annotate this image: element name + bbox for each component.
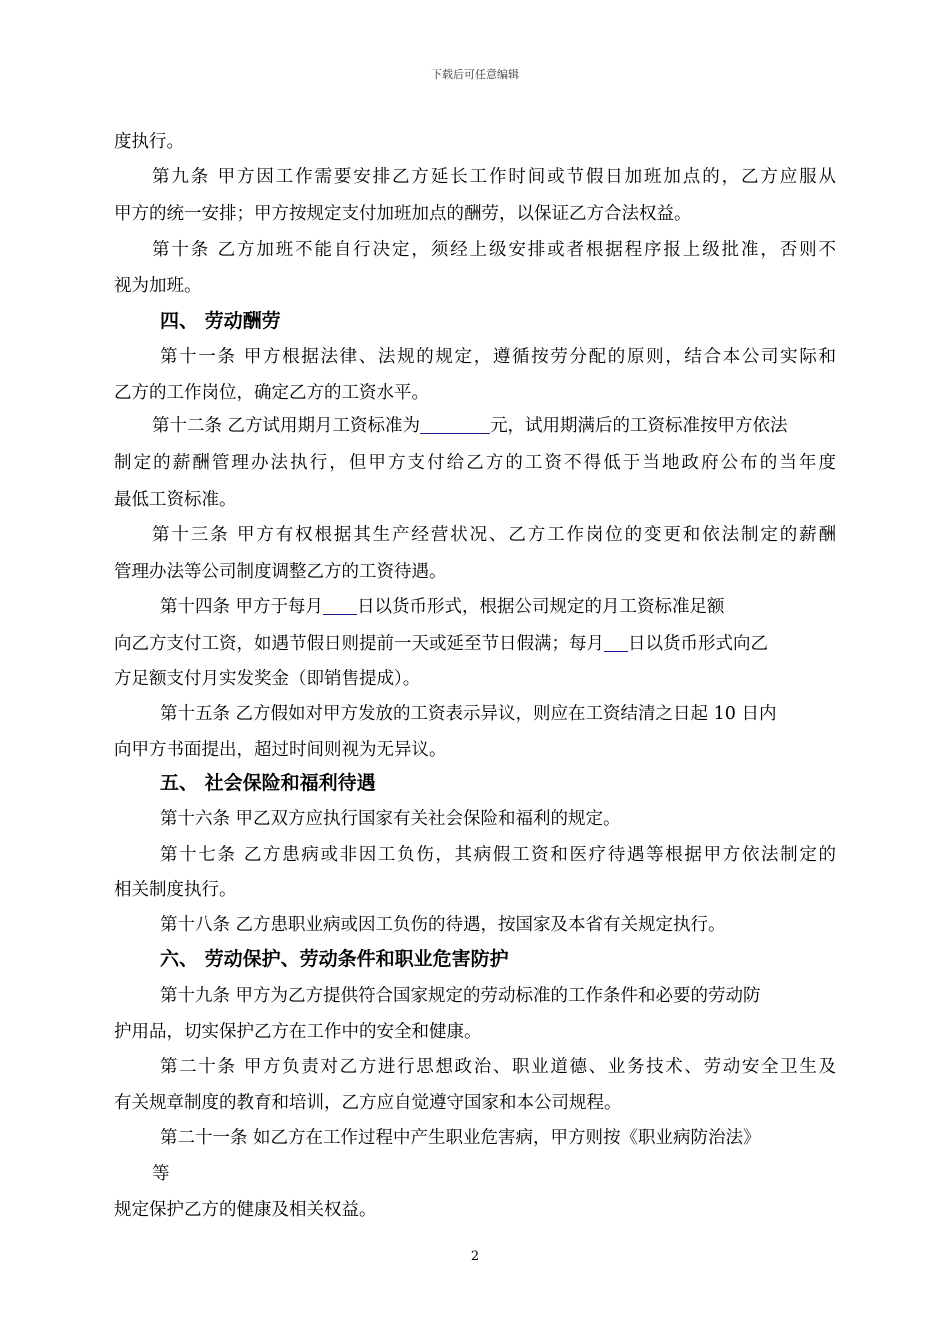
text-line: 向甲方书面提出，超过时间则视为无异议。 bbox=[114, 740, 447, 760]
text-line: 乙方的工作岗位，确定乙方的工资水平。 bbox=[114, 383, 429, 403]
line-part: 第十四条 甲方于每月 bbox=[160, 597, 324, 617]
line-part: 日以货币形式向乙 bbox=[628, 634, 768, 654]
text-line: 第十五条 乙方假如对甲方发放的工资表示异议，则应在工资结清之日起 10 日内 bbox=[160, 704, 777, 724]
text-line: 等 bbox=[152, 1164, 170, 1184]
text-line bbox=[152, 412, 788, 437]
text-line: 度执行。 bbox=[114, 132, 184, 152]
section-heading: 六、 劳动保护、劳动条件和职业危害防护 bbox=[160, 948, 509, 970]
page-number: 2 bbox=[470, 1249, 480, 1264]
text-line: 制定的薪酬管理办法执行，但甲方支付给乙方的工资不得低于当地政府公布的当年度 bbox=[114, 453, 836, 473]
text-line: 第十九条 甲方为乙方提供符合国家规定的劳动标准的工作条件和必要的劳动防 bbox=[160, 986, 761, 1006]
text-line: 第十一条 甲方根据法律、法规的规定，遵循按劳分配的原则，结合本公司实际和 bbox=[160, 347, 836, 367]
line-part: 日以货币形式，根据公司规定的月工资标准足额 bbox=[357, 597, 725, 617]
text-line: 第二十条 甲方负责对乙方进行思想政治、职业道德、业务技术、劳动安全卫生及 bbox=[160, 1057, 836, 1077]
text-line bbox=[160, 593, 725, 618]
section-heading: 五、 社会保险和福利待遇 bbox=[160, 772, 376, 794]
page-header: 下载后可任意编辑 bbox=[431, 68, 519, 81]
line-part: 第十二条 乙方试用期月工资标准为 bbox=[152, 416, 421, 436]
text-line: 第十六条 甲乙双方应执行国家有关社会保险和福利的规定。 bbox=[160, 809, 621, 829]
text-line: 有关规章制度的教育和培训，乙方应自觉遵守国家和本公司规程。 bbox=[114, 1093, 622, 1113]
fill-in-blank bbox=[604, 633, 628, 652]
text-line: 视为加班。 bbox=[114, 276, 202, 296]
line-part: 向乙方支付工资，如遇节假日则提前一天或延至节日假满；每月 bbox=[114, 634, 604, 654]
fill-in-blank bbox=[323, 596, 357, 615]
text-line: 管理办法等公司制度调整乙方的工资待遇。 bbox=[114, 562, 447, 582]
text-line: 第九条 甲方因工作需要安排乙方延长工作时间或节假日加班加点的，乙方应服从 bbox=[152, 167, 836, 187]
fill-in-blank bbox=[420, 415, 490, 434]
text-line: 第十八条 乙方患职业病或因工负伤的待遇，按国家及本省有关规定执行。 bbox=[160, 915, 726, 935]
text-line: 第十条 乙方加班不能自行决定，须经上级安排或者根据程序报上级批准，否则不 bbox=[152, 240, 836, 260]
text-line: 甲方的统一安排；甲方按规定支付加班加点的酬劳，以保证乙方合法权益。 bbox=[114, 204, 692, 224]
text-line: 方足额支付月实发奖金（即销售提成）。 bbox=[114, 669, 421, 689]
line-part: 元，试用期满后的工资标准按甲方依法 bbox=[490, 416, 788, 436]
text-line: 第十七条 乙方患病或非因工负伤，其病假工资和医疗待遇等根据甲方依法制定的 bbox=[160, 845, 836, 865]
text-line: 第十三条 甲方有权根据其生产经营状况、乙方工作岗位的变更和依法制定的薪酬 bbox=[152, 525, 836, 545]
text-line: 相关制度执行。 bbox=[114, 880, 237, 900]
text-line bbox=[114, 630, 768, 655]
text-line: 最低工资标准。 bbox=[114, 490, 237, 510]
text-line: 规定保护乙方的健康及相关权益。 bbox=[114, 1200, 377, 1220]
section-heading: 四、 劳动酬劳 bbox=[160, 310, 281, 332]
text-line: 第二十一条 如乙方在工作过程中产生职业危害病，甲方则按《职业病防治法》 bbox=[160, 1128, 761, 1148]
text-line: 护用品，切实保护乙方在工作中的安全和健康。 bbox=[114, 1022, 482, 1042]
